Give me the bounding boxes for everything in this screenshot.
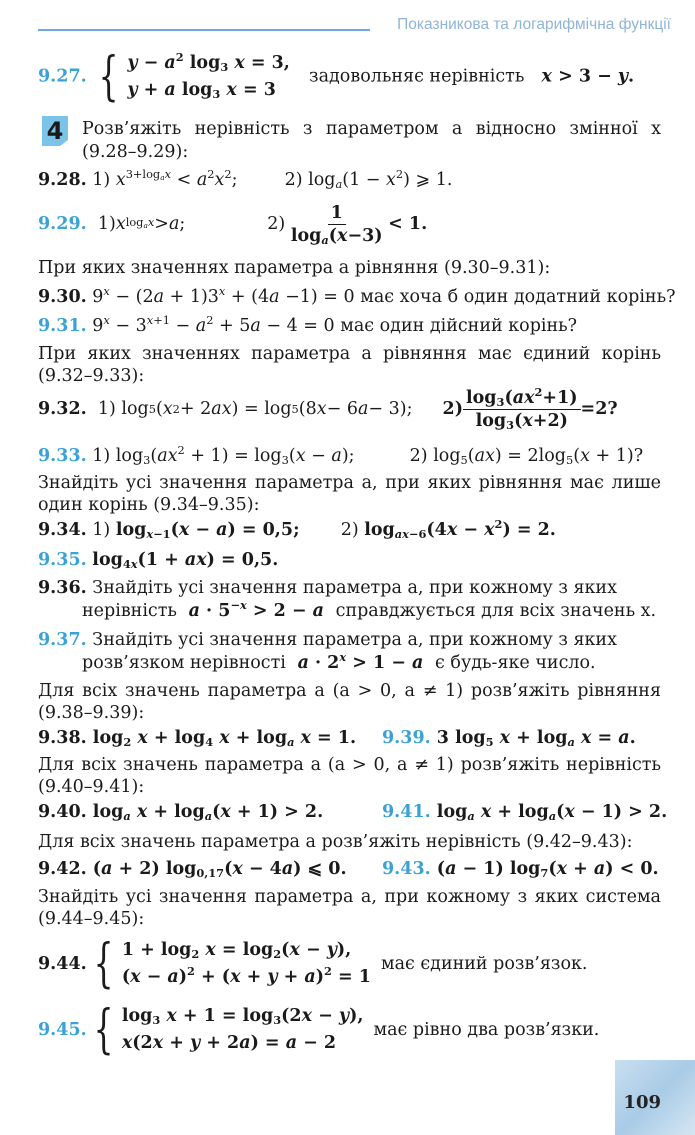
problem-text: задовольняє нерівність (309, 66, 525, 87)
problem-number: 9.27. (38, 66, 87, 87)
problem-9-34: 9.34. 1) $\log_{x-1}(x - a) = 0,5$; 2) $\log_{ax-6}(4x - x^2) = 2$. (38, 517, 556, 541)
problem-9-35: 9.35. $\log_{4x}(1 + ax) = 0,5$. (38, 550, 279, 571)
problem-text: має рівно два розв’язки. (373, 1020, 600, 1040)
problem-9-45 (38, 1000, 661, 1060)
equation-system: { $1 + \log_2 x = \log_2(x - y)$, $(x - a)^2 + (x + y + a)^2 = 1$ (93, 934, 371, 994)
header-rule (38, 29, 370, 31)
problem-number: 9.35. (38, 550, 87, 570)
problem-text: має хоча б один додатний корінь? (360, 287, 676, 307)
problem-number: 9.32. (38, 399, 87, 419)
problem-9-36-line2: нерівність $a \cdot 5^{-x} > 2 - a$ справджується для всіх значень x. (82, 598, 657, 621)
question-9-42: Для всіх значень параметра a розв’яжіть нерівність (9.42–9.43): (38, 832, 633, 852)
problem-9-42: 9.42. (a + 2) $\log_{0,17}(x - 4a)$ ⩽ 0. (38, 859, 347, 880)
problem-number: 9.43. (382, 859, 431, 879)
equation-system: { $\log_3 x + 1 = \log_3(2x - y)$, x(2x + y + 2a) = a − 2 (93, 1000, 364, 1060)
problem-9-31: 9.31. $9^x - 3^{x+1} - a^2 + 5a - 4 = 0$ має один дійсний корінь? (38, 313, 578, 336)
section-intro-9-28: Розв’яжіть нерівність з параметром a відносно змінної x (9.28–9.29): (82, 119, 661, 162)
problem-number: 9.41. (382, 802, 431, 822)
problem-number: 9.33. (38, 446, 87, 466)
problem-9-37-line2: розв’язком нерівності $a \cdot 2^x > 1 - a$ є будь-яке число. (82, 650, 596, 673)
running-header: Показникова та логарифмічна функції (397, 16, 671, 33)
problem-number: 9.45. (38, 1020, 87, 1040)
problem-number: 9.39. (382, 728, 431, 748)
problem-9-37 (38, 628, 661, 652)
problem-9-41: 9.41. $\log_a x + \log_a(x - 1) > 2$. (382, 802, 668, 823)
problem-9-27: 9.27. { $y - a^2$ $\log_3 x = 3$, y + a $\log_3 x = 3$ задовольняє нерівність x > 3 − y. (38, 47, 635, 107)
problem-9-40: 9.40. $\log_a x + \log_a(x + 1) > 2$. (38, 802, 324, 823)
question-9-40: Для всіх значень параметра a (a > 0, a ≠ 1) розв’яжіть нерівність (9.40–9.41): (38, 755, 661, 797)
problem-9-30: 9.30. $9^x - (2a + 1)3^x + (4a -1) = 0$ має хоча б один додатний корінь? (38, 284, 676, 307)
difficulty-level-badge (38, 114, 72, 148)
level-number: 4 (46, 117, 64, 145)
problem-9-43: 9.43. (a − 1) $\log_7(x + a) < 0$. (382, 859, 659, 880)
question-9-34: Знайдіть усі значення параметра a, при яких рівняння має лише один корінь (9.34–9.35): (38, 473, 661, 515)
problem-text: нерівність (82, 601, 177, 621)
question-9-32: При яких значеннях параметра a рівняння має єдиний корінь (9.32–9.33): (38, 344, 661, 386)
problem-9-33: 9.33. 1) $\log_3(ax^2 + 1) = \log_3(x - a)$; 2) $\log_5(ax) = 2\log_5(x + 1)$? (38, 443, 644, 467)
question-9-38: Для всіх значень параметра a (a > 0, a ≠ 1) розв’яжіть рівняння (9.38–9.39): (38, 681, 661, 723)
problem-9-29: 9.29. 1) x $\log_ax$ > a ; 2) $\frac{1}{\log_a(x-3)}$ < 1. (38, 202, 428, 247)
problem-number: 9.30. (38, 287, 87, 307)
problem-number: 9.29. (38, 214, 87, 234)
equation-system: { $y - a^2$ $\log_3 x = 3$, y + a $\log_3 x = 3$ (98, 47, 290, 107)
problem-number: 9.28. (38, 170, 87, 190)
problem-9-32: 9.32. 1) log 5 ( x 2 + 2 ax ) = log 5 (8 x − 6 a − 3); 2) $\frac{\log_3(ax^2+1)}{\log_3(x+2)}$ =2? (38, 384, 618, 432)
problem-9-38: 9.38. $\log_2 x + \log_4 x + \log_a x = 1$. (38, 728, 357, 749)
problem-number: 9.37. (38, 630, 87, 650)
problem-text: розв’язком нерівності (82, 653, 286, 673)
problem-text: справджується для всіх значень x. (335, 601, 657, 621)
question-9-44: Знайдіть усі значення параметра a, при кожному з яких система (9.44–9.45): (38, 887, 661, 929)
problem-number: 9.42. (38, 859, 87, 879)
problem-text: є будь-яке число. (435, 653, 596, 673)
problem-text: має один дійсний корінь? (340, 316, 578, 336)
problem-number: 9.31. (38, 316, 87, 336)
problem-number: 9.44. (38, 954, 87, 974)
problem-9-28: 9.28. 1) $x^{3+log_ax} < a^2x^2$; 2) $\log_a(1 - x^2)$ ⩾ 1. (38, 167, 453, 191)
problem-text: має єдиний розв’язок. (380, 954, 588, 974)
problem-number: 9.38. (38, 728, 87, 748)
problem-9-39: 9.39. 3 $\log_5 x + \log_a x = a$. (382, 728, 636, 749)
problem-number: 9.36. (38, 578, 87, 598)
problem-9-44 (38, 934, 661, 994)
problem-number: 9.34. (38, 520, 87, 540)
page-number: 109 (623, 1092, 661, 1113)
problem-9-36 (38, 576, 661, 600)
problem-number: 9.40. (38, 802, 87, 822)
problem-text: Знайдіть усі значення параметра a, при кожному з яких (92, 630, 617, 650)
question-9-30: При яких значеннях параметра a рівняння (9.30–9.31): (38, 258, 551, 278)
problem-text: Знайдіть усі значення параметра a, при кожному з яких (92, 578, 617, 598)
